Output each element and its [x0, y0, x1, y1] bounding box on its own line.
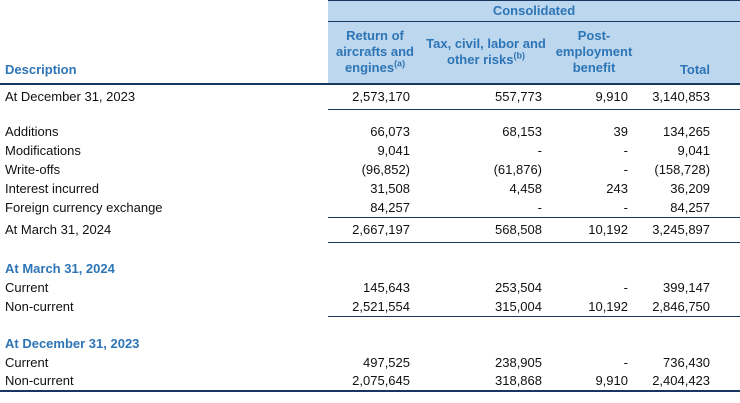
- cell-value: -: [623, 280, 628, 296]
- cell-value: 315,004: [422, 298, 550, 317]
- cell-value: -: [537, 143, 542, 158]
- cell-value: 36,209: [670, 181, 711, 196]
- table-row: [0, 217, 740, 242]
- footnote-marker-b: (b): [513, 50, 525, 61]
- column-header-tax-civil-labor-and-other-risks: [422, 22, 550, 84]
- cell-value: 31,508: [370, 181, 410, 196]
- cell-value: 68,153: [502, 124, 542, 139]
- cell-value: 9,041: [677, 143, 711, 158]
- table-row: [0, 279, 740, 298]
- cell-value: 318,868: [422, 372, 550, 391]
- section-header-row: [0, 255, 740, 278]
- cell-value: 2,404,423: [638, 372, 740, 391]
- table-row: [0, 198, 740, 217]
- table-row: [0, 84, 740, 110]
- cell-value: [638, 330, 740, 353]
- cell-value: 84,257: [328, 198, 422, 217]
- cell-value: [422, 317, 550, 330]
- column-header-label: Post-employment benefit: [555, 27, 633, 76]
- cell-value: 145,643: [363, 280, 410, 296]
- column-header-label: Return of aircrafts and engines: [335, 27, 415, 76]
- cell-value: 253,504: [495, 280, 542, 296]
- cell-value: 39: [613, 124, 628, 139]
- column-header-description: Description: [0, 22, 328, 84]
- footnote-marker-a: (a): [394, 59, 406, 70]
- cell-value: [422, 242, 550, 255]
- cell-value: [328, 317, 422, 330]
- row-label: [0, 242, 328, 255]
- cell-value: 2,846,750: [638, 298, 740, 317]
- column-header-post-employment-benefit: [550, 22, 638, 84]
- cell-value: 243: [606, 181, 628, 196]
- cell-value: 497,525: [363, 354, 410, 370]
- table-row: [0, 353, 740, 372]
- spacer-row: [0, 109, 740, 122]
- cell-value: 9,910: [550, 372, 638, 391]
- cell-value: [422, 109, 550, 122]
- row-label: Foreign currency exchange: [5, 200, 163, 215]
- cell-value: 9,910: [550, 84, 638, 110]
- cell-value: (96,852): [361, 162, 410, 177]
- cell-value: 66,073: [370, 124, 410, 139]
- row-label: Non-current: [0, 372, 328, 391]
- row-label: At December 31, 2023: [5, 335, 140, 351]
- column-header-return-of-aircrafts-and-engines: [328, 22, 422, 84]
- cell-value: [638, 109, 740, 122]
- section-header-row: [0, 330, 740, 353]
- cell-value: -: [623, 162, 628, 177]
- cell-value: (61,876): [493, 162, 542, 177]
- cell-value: 84,257: [638, 198, 740, 217]
- cell-value: [638, 242, 740, 255]
- cell-value: 736,430: [663, 354, 711, 370]
- group-header-row: [0, 1, 740, 22]
- cell-value: 568,508: [422, 217, 550, 242]
- cell-value: -: [550, 198, 638, 217]
- table-body: [0, 84, 740, 391]
- cell-value: [422, 330, 550, 353]
- cell-value: 2,667,197: [328, 217, 422, 242]
- cell-value: [328, 330, 422, 353]
- row-label: [0, 317, 328, 330]
- cell-value: 10,192: [550, 298, 638, 317]
- cell-value: 3,140,853: [638, 84, 740, 110]
- cell-value: -: [623, 354, 628, 370]
- cell-value: 399,147: [663, 280, 711, 296]
- row-label: At March 31, 2024: [5, 261, 115, 277]
- cell-value: -: [422, 198, 550, 217]
- table-row: [0, 179, 740, 198]
- cell-value: 557,773: [422, 84, 550, 110]
- cell-value: 134,265: [663, 124, 711, 139]
- cell-value: 4,458: [509, 181, 542, 196]
- table-row: [0, 372, 740, 391]
- cell-value: 3,245,897: [638, 217, 740, 242]
- cell-value: [638, 317, 740, 330]
- cell-value: [550, 242, 638, 255]
- row-label: Interest incurred: [5, 181, 99, 196]
- row-label: Current: [5, 354, 49, 370]
- table-row: [0, 141, 740, 160]
- cell-value: [328, 255, 422, 278]
- cell-value: 2,521,554: [328, 298, 422, 317]
- spacer-row: [0, 317, 740, 330]
- cell-value: 2,573,170: [328, 84, 422, 110]
- row-label: Write-offs: [5, 162, 61, 177]
- cell-value: [550, 317, 638, 330]
- column-header-total: [638, 22, 740, 84]
- row-label: Modifications: [5, 143, 81, 158]
- row-label: Additions: [5, 124, 59, 139]
- cell-value: [328, 109, 422, 122]
- cell-value: 9,041: [377, 143, 410, 158]
- cell-value: 2,075,645: [328, 372, 422, 391]
- cell-value: [422, 255, 550, 278]
- cell-value: (158,728): [654, 162, 711, 177]
- cell-value: [638, 255, 740, 278]
- table-row: [0, 160, 740, 179]
- cell-value: [328, 242, 422, 255]
- cell-value: [550, 330, 638, 353]
- row-label: [0, 109, 328, 122]
- header-spacer: [0, 1, 328, 22]
- row-label: Non-current: [5, 299, 74, 315]
- table-row: [0, 122, 740, 141]
- column-header-label: Total: [679, 62, 711, 78]
- cell-value: -: [623, 143, 628, 158]
- column-header-label: Tax, civil, labor and other risks: [426, 36, 546, 68]
- cell-value: [550, 255, 638, 278]
- table-row: [0, 298, 740, 317]
- row-label: At March 31, 2024: [5, 222, 112, 238]
- row-label: Current: [5, 280, 49, 296]
- cell-value: [550, 109, 638, 122]
- column-header-row: [0, 22, 740, 84]
- spacer-row: [0, 242, 740, 255]
- group-header-consolidated: Consolidated: [328, 1, 740, 22]
- row-label: At December 31, 2023: [5, 89, 136, 104]
- cell-value: 238,905: [495, 354, 542, 370]
- cell-value: 10,192: [550, 217, 638, 242]
